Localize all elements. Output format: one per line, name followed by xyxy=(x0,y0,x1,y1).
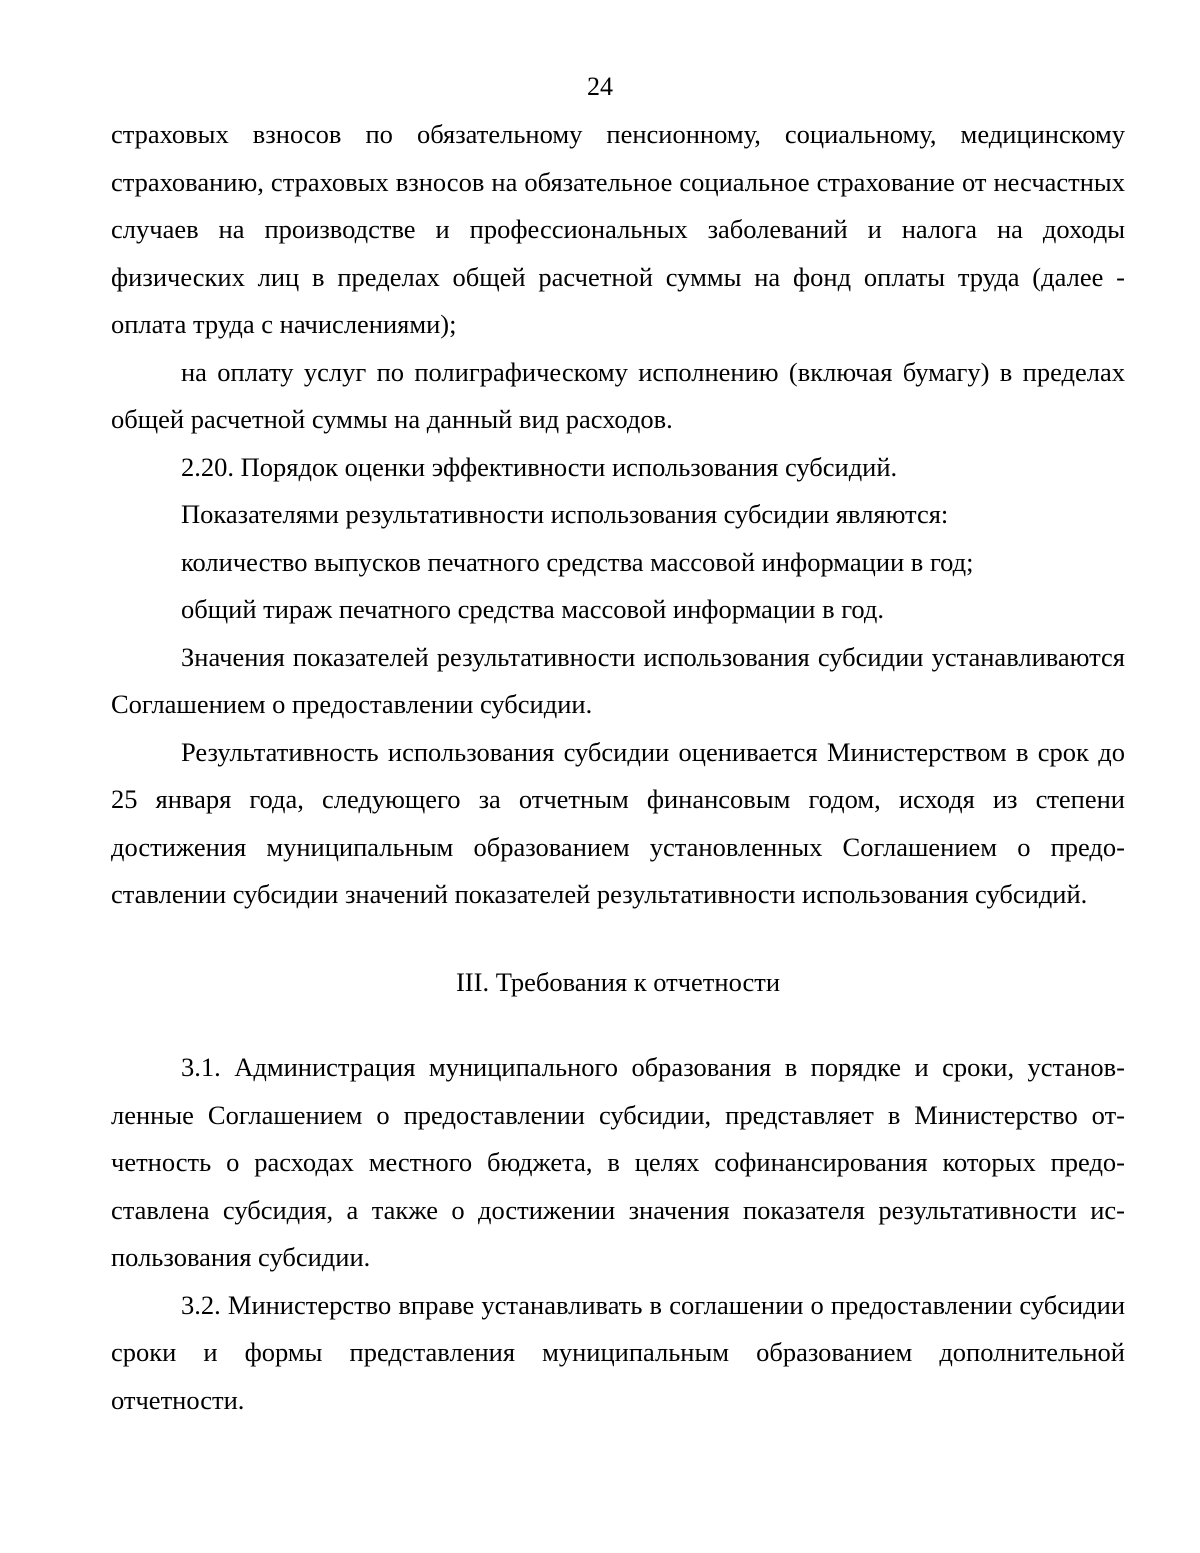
paragraph-2-20-title: 2.20. Порядок оценки эффективности использования субсидий. xyxy=(181,451,898,482)
paragraph-indicators-intro: Показателями результативности использования субсидии являются: xyxy=(181,499,949,529)
document-body xyxy=(111,111,1125,1424)
page-number: 24 xyxy=(587,72,613,101)
paragraph-indicator-circulation: общий тираж печатного средства массовой информации в год. xyxy=(181,594,885,624)
paragraph-indicator-values: Значения показателей результативности использования субсидии устанавливаются Соглашением о предоставлении субсидии. xyxy=(111,641,1125,719)
paragraph-continuation: страховых взносов по обязательному пенсионному, социальному, медицинскому страхованию, страховых взносов на обязательное социальное страхование от несчастных случаев на производстве и профессиональных заболеваний и налога на доходы физических лиц в пределах общей расчетной суммы на фонд оплаты труда (далее - оплата труда с начислениями); xyxy=(111,119,1125,339)
paragraph-effectiveness-evaluation: Результативность использования субсидии оценивается Министерством в срок до 25 января года, следующего за отчетным финансовым годом, исходя из степени достижения муниципальным образованием установленных Соглашением о предоставлении субсидии значений показателей результативности использования субсидий. xyxy=(111,736,1125,909)
paragraph-printing-services: на оплату услуг по полиграфическому исполнению (включая бумагу) в пределах общей расчетной суммы на данный вид расходов. xyxy=(111,356,1125,434)
paragraph-3-2: 3.2. Министерство вправе устанавливать в соглашении о предоставлении субсидии сроки и формы представления муниципальным образованием дополнительной отчетности. xyxy=(111,1289,1125,1415)
paragraph-3-1: 3.1. Администрация муниципального образования в порядке и сроки, установленные Соглашением о предоставлении субсидии, представляет в Министерство отчетность о расходах местного бюджета, в целях софинансирования которых предоставлена субсидия, а также о достижении значения показателя результативности использования субсидии. xyxy=(111,1052,1125,1272)
paragraph-indicator-issues: количество выпусков печатного средства массовой информации в год; xyxy=(181,546,974,577)
section-heading: III. Требования к отчетности xyxy=(455,966,781,997)
